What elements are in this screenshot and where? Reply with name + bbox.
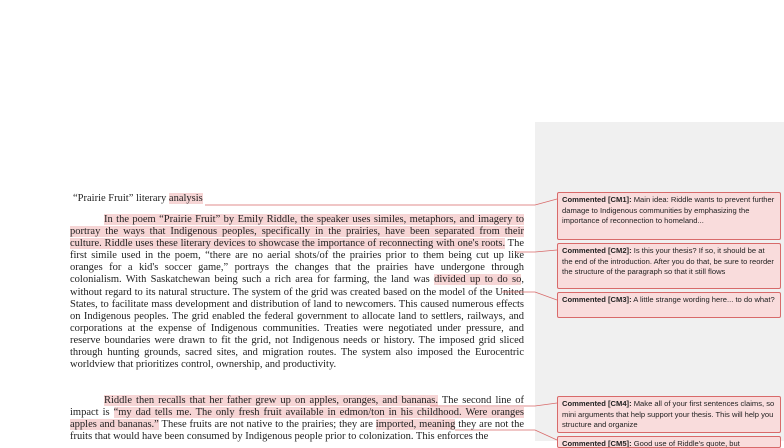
title-text: “Prairie Fruit” literary xyxy=(73,193,169,204)
paragraph-1-text-a: The first simile used in the poem, “there are no aerial shots/of the prairies prior to them being cut up like oranges for a kid's soccer game,” portrays the changes that the prairies have undergone through colonialism. With Saskatchewan being such a rich area for farming, the land was xyxy=(70,238,524,286)
paragraph-2[interactable] xyxy=(70,395,524,443)
commented-text-cm5[interactable]: “my dad tells me. The only fresh fruit available in edmon/ton in his childhood. Were oranges apples and bananas.” xyxy=(70,407,524,431)
comment-body: Good use of Riddle's quote, but xyxy=(631,439,740,448)
comment-cm3[interactable] xyxy=(557,292,781,318)
comment-label: Commented [CM5]: xyxy=(562,439,632,448)
commented-text-cm4[interactable]: Riddle then recalls that her father grew up on apples, oranges, and bananas. xyxy=(104,395,439,406)
comment-cm5[interactable] xyxy=(557,436,781,448)
comment-label: Commented [CM2]: xyxy=(562,246,632,255)
comment-label: Commented [CM4]: xyxy=(562,399,632,408)
commented-text-cm3[interactable]: divided up to do so xyxy=(434,274,522,286)
paragraph-1[interactable] xyxy=(70,214,524,371)
comment-cm1[interactable] xyxy=(557,192,781,240)
comment-cm4[interactable] xyxy=(557,396,781,433)
document-title-line[interactable] xyxy=(73,192,203,205)
comment-body: A little strange wording here... to do what? xyxy=(631,295,775,304)
comment-body: Main idea: Riddle wants to prevent further damage to Indigenous communities by emphasizing the importance of reconnection to homeland... xyxy=(562,195,775,225)
paragraph-2-text-b: These fruits are not native to the prairies; they are xyxy=(158,419,376,431)
paragraph-2-text-a: The second line of impact is xyxy=(70,395,524,419)
commented-text-imported[interactable]: imported, meaning xyxy=(375,419,456,431)
comment-body: Is this your thesis? If so, it should be at the end of the introduction. After you do that, be sure to reorder the structure of the paragraph so that it still flows xyxy=(562,246,774,276)
comment-body: Make all of your first sentences claims, so mini arguments that help support your thesis. This will help you structure and organize xyxy=(562,399,775,429)
paragraph-2-text-c: they are not the fruits that would have been consumed by Indigenous people prior to colonization. This enforces the xyxy=(70,419,525,443)
comment-label: Commented [CM1]: xyxy=(562,195,632,204)
comment-cm2[interactable] xyxy=(557,243,781,289)
commented-text-cm2[interactable]: In the poem “Prairie Fruit” by Emily Riddle, the speaker uses similes, metaphors, and imagery to portray the ways that Indigenous peoples, specifically in the prairies, have been separated from their culture. Riddle uses these literary devices to showcase the importance of reconnecting with one's roots. xyxy=(70,214,524,250)
title-commented-text[interactable]: analysis xyxy=(168,193,203,204)
paragraph-1-text-b: , without regard to its natural structure. The system of the grid was created based on the model of the United States, to facilitate mass development and distribution of land to newcomers. This caused numerous effects on Indigenous peoples. The grid enabled the federal government to allocate land to settlers, railways, and corporations at the expense of Indigenous communities. Treaties were negotiated under pressure, and reserve boundaries were drawn to fit the grid, not Indigenous needs or history. The imposed grid sliced through hunting grounds, sacred sites, and migration routes. The system also imposed the Eurocentric worldview that prioritizes control, ownership, and productivity. xyxy=(70,274,524,371)
comment-label: Commented [CM3]: xyxy=(562,295,632,304)
